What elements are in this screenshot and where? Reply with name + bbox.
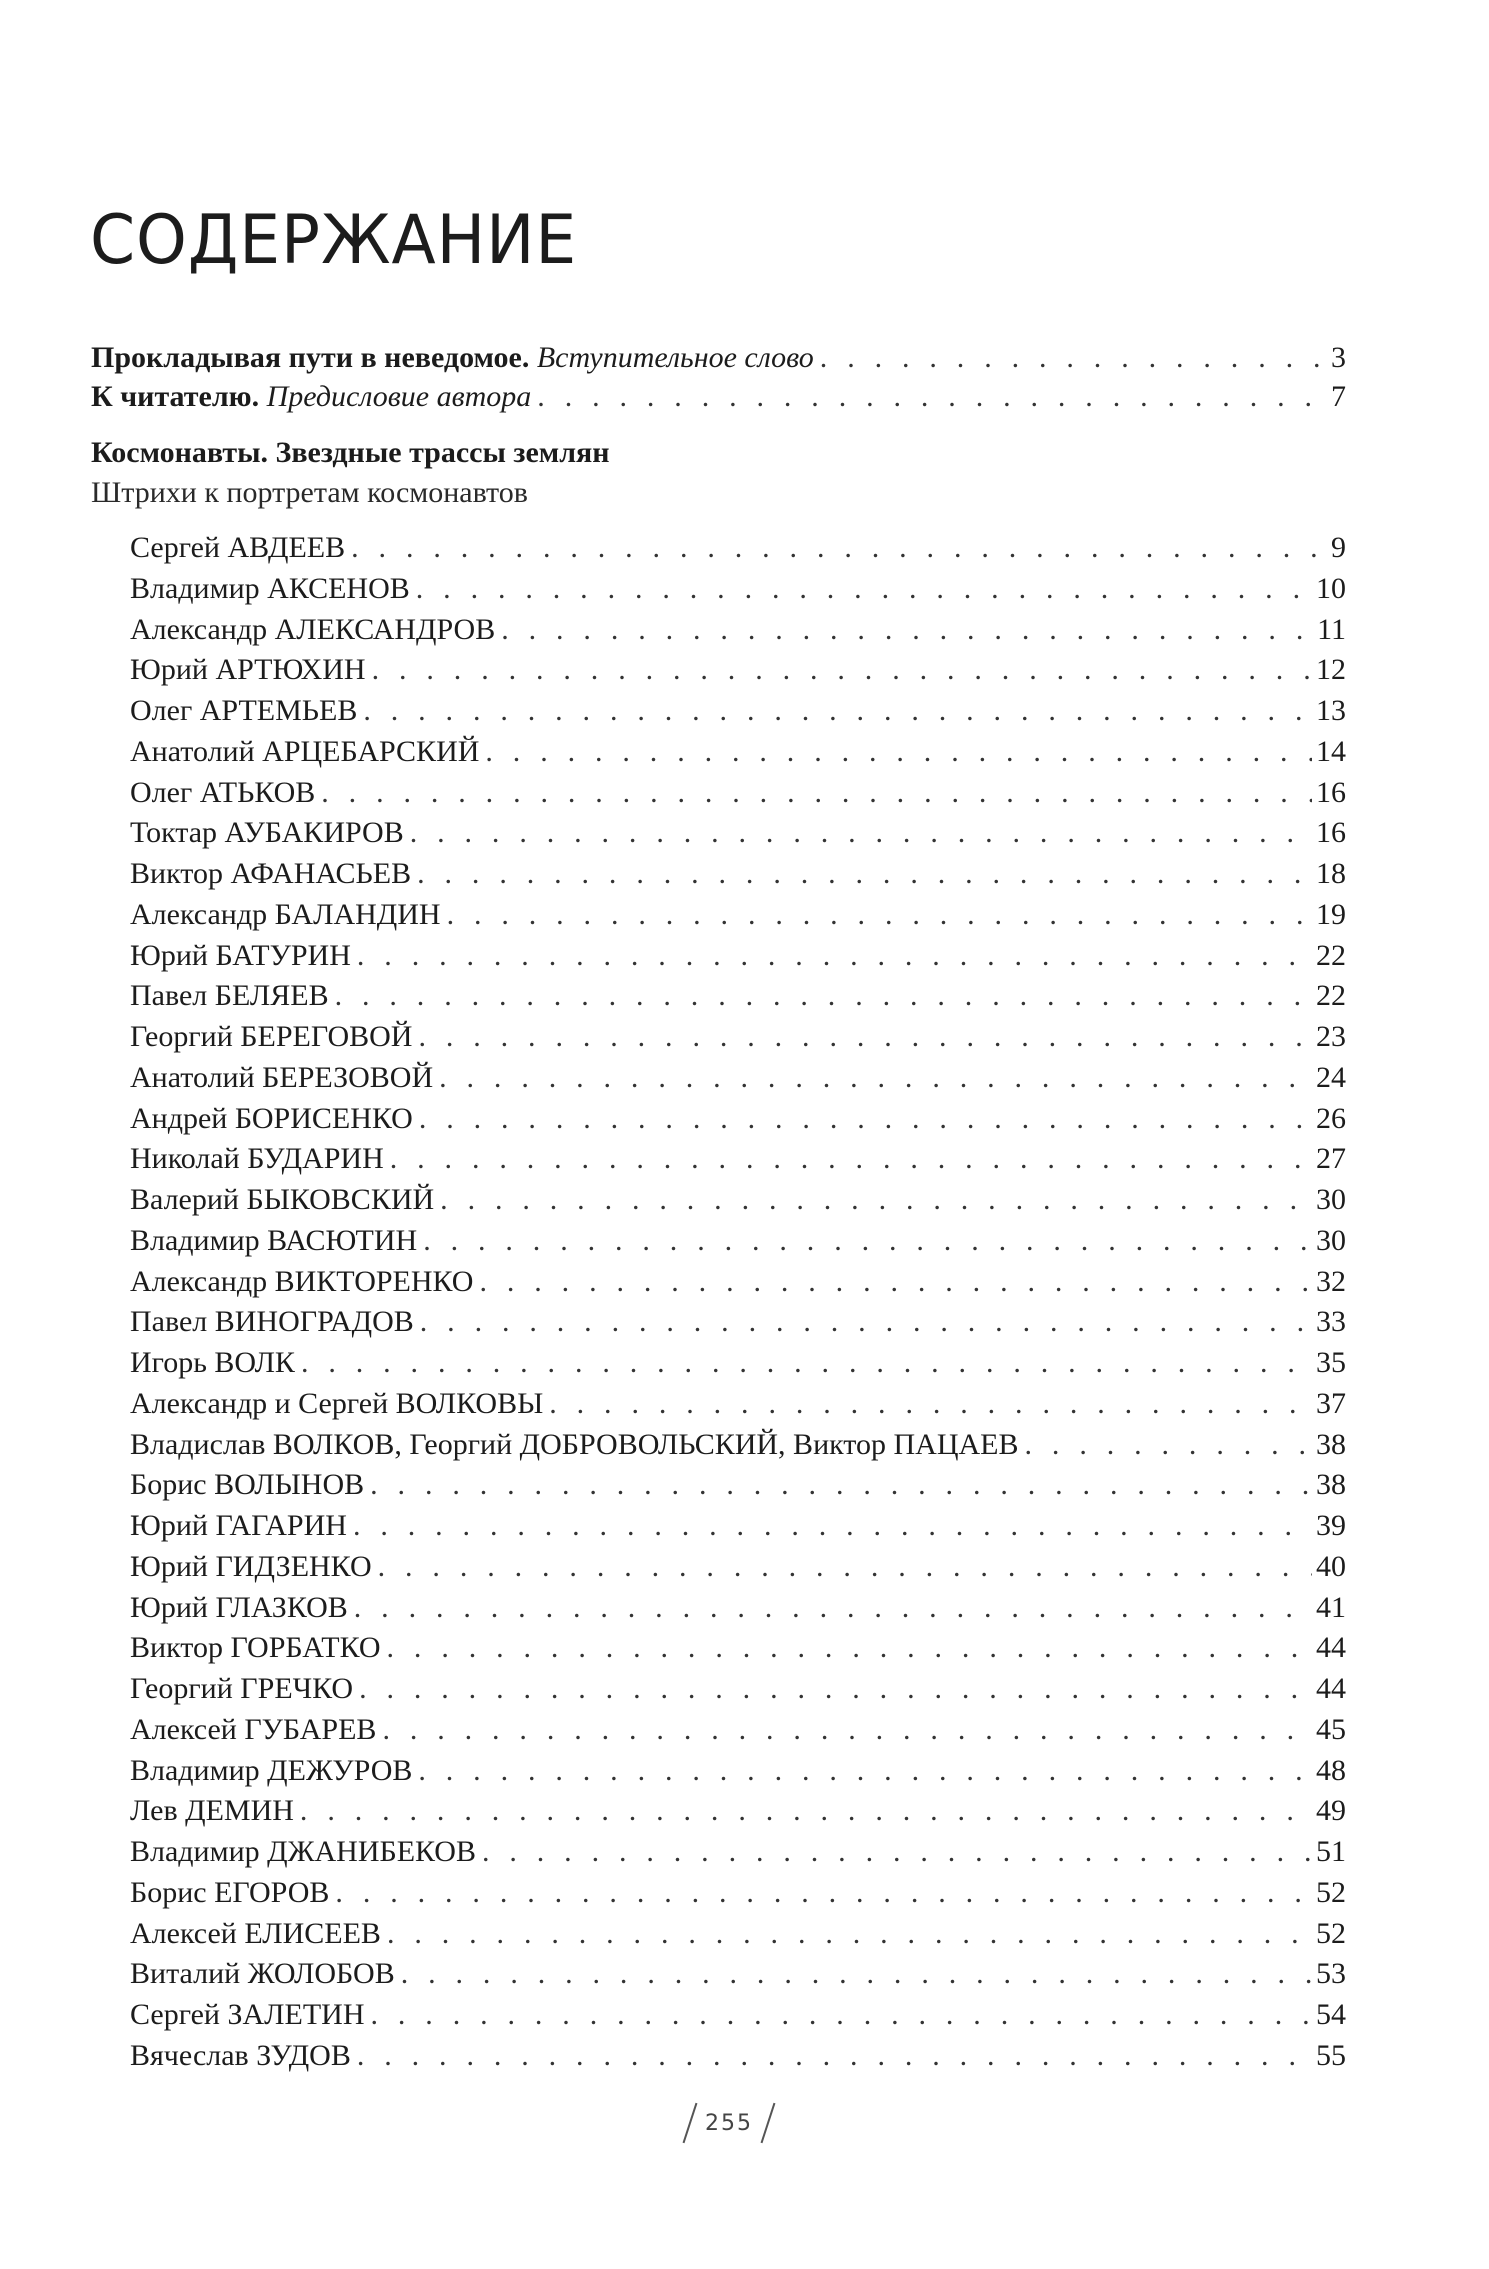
toc-page-number: 12	[1316, 653, 1346, 686]
dot-leader	[447, 895, 1312, 935]
toc-entry-name: Павел ВИНОГРАДОВ	[130, 1305, 414, 1338]
toc-page-number: 22	[1316, 979, 1346, 1012]
toc-entry-name: Александр АЛЕКСАНДРОВ	[130, 613, 496, 646]
toc-entry-name: Владимир ДЖАНИБЕКОВ	[130, 1835, 476, 1868]
toc-entry-name: Юрий ГИДЗЕНКО	[130, 1550, 372, 1583]
dot-leader	[439, 1058, 1312, 1098]
dot-leader	[417, 854, 1312, 894]
toc-entry	[130, 732, 1346, 772]
toc-entry	[130, 854, 1346, 894]
toc-entry-name: Борис ЕГОРОВ	[130, 1876, 330, 1909]
page-title: СОДЕРЖАНИЕ	[90, 201, 578, 280]
toc-page-number: 55	[1316, 2039, 1346, 2072]
toc-entry-name: Алексей ГУБАРЕВ	[130, 1713, 377, 1746]
toc-entry-name: Юрий АРТЮХИН	[130, 653, 366, 686]
toc-front-label	[91, 377, 531, 417]
toc-page-number: 53	[1316, 1957, 1346, 1990]
dot-leader	[354, 1588, 1312, 1628]
toc-front-heading: Прокладывая пути в неведомое.	[91, 341, 530, 374]
toc-entry	[130, 1588, 1346, 1628]
toc-page-number: 35	[1316, 1346, 1346, 1379]
toc-page-number: 26	[1316, 1102, 1346, 1135]
toc-entry-name: Владимир ВАСЮТИН	[130, 1224, 418, 1257]
toc-entry-name: Анатолий БЕРЕЗОВОЙ	[130, 1061, 434, 1094]
toc-entry	[130, 895, 1346, 935]
toc-entry	[130, 1425, 1346, 1465]
toc-entry-name: Юрий ГАГАРИН	[130, 1509, 347, 1542]
toc-entry-name: Виталий ЖОЛОБОВ	[130, 1957, 395, 1990]
toc-page-number: 52	[1316, 1876, 1346, 1909]
page-footer	[664, 2098, 794, 2148]
toc-entry	[130, 1995, 1346, 2035]
dot-leader	[353, 1506, 1312, 1546]
dot-leader	[335, 976, 1312, 1016]
dot-leader	[335, 1873, 1312, 1913]
toc-entry	[130, 528, 1346, 568]
toc-entry-name: Валерий БЫКОВСКИЙ	[130, 1183, 435, 1216]
dot-leader	[321, 773, 1312, 813]
dot-leader	[537, 377, 1327, 417]
toc-page-number: 11	[1317, 613, 1346, 646]
toc-page-number: 40	[1316, 1550, 1346, 1583]
toc-entry-name: Борис ВОЛЫНОВ	[130, 1468, 365, 1501]
folio-slash-left	[683, 2103, 698, 2144]
toc-entry-name: Виктор ГОРБАТКО	[130, 1631, 381, 1664]
toc-entry	[130, 1180, 1346, 1220]
toc-page-number: 38	[1316, 1468, 1346, 1501]
dot-leader	[401, 1954, 1312, 1994]
toc-page-number: 48	[1316, 1754, 1346, 1787]
dot-leader	[382, 1710, 1312, 1750]
toc-entry-name: Александр ВИКТОРЕНКО	[130, 1265, 474, 1298]
folio-slash-right	[761, 2103, 776, 2144]
toc-page-number: 44	[1316, 1631, 1346, 1664]
toc-entry-name: Юрий ГЛАЗКОВ	[130, 1591, 348, 1624]
dot-leader	[416, 569, 1312, 609]
toc-front-label	[91, 338, 814, 378]
toc-page-number: 54	[1316, 1998, 1346, 2031]
toc-entry-name: Владислав ВОЛКОВ, Георгий ДОБРОВОЛЬСКИЙ, Виктор ПАЦАЕВ	[130, 1428, 1019, 1461]
toc-entry	[130, 1139, 1346, 1179]
toc-page-number: 23	[1316, 1020, 1346, 1053]
toc-entry	[130, 773, 1346, 813]
toc-entry-name: Сергей ЗАЛЕТИН	[130, 1998, 365, 2031]
toc-front-heading: К читателю.	[91, 380, 260, 413]
toc-entry-name: Владимир АКСЕНОВ	[130, 572, 410, 605]
toc-entry	[130, 936, 1346, 976]
toc-entry	[130, 1343, 1346, 1383]
dot-leader	[378, 1547, 1312, 1587]
toc-entry	[130, 1873, 1346, 1913]
toc-page-number: 45	[1316, 1713, 1346, 1746]
toc-entry	[130, 650, 1346, 690]
toc-entry-name: Николай БУДАРИН	[130, 1142, 384, 1175]
dot-leader	[482, 1832, 1312, 1872]
toc-entry-name: Алексей ЕЛИСЕЕВ	[130, 1917, 381, 1950]
toc-page-number: 16	[1316, 776, 1346, 809]
toc-entry-name: Олег АРТЕМЬЕВ	[130, 694, 358, 727]
toc-front-subtitle: Вступительное слово	[536, 341, 814, 374]
toc-front-entry	[91, 377, 1346, 417]
toc-entry-name: Владимир ДЕЖУРОВ	[130, 1754, 413, 1787]
toc-page-number: 3	[1331, 341, 1346, 374]
dot-leader	[420, 1302, 1312, 1342]
dot-leader	[418, 1017, 1312, 1057]
toc-entry-name: Игорь ВОЛК	[130, 1346, 295, 1379]
dot-leader	[300, 1791, 1312, 1831]
toc-entry	[130, 691, 1346, 731]
dot-leader	[820, 338, 1327, 378]
toc-entry-name: Виктор АФАНАСЬЕВ	[130, 857, 412, 890]
dot-leader	[371, 1995, 1313, 2035]
toc-entry	[130, 1017, 1346, 1057]
toc-entry	[130, 1954, 1346, 1994]
toc-entry-name: Александр и Сергей ВОЛКОВЫ	[130, 1387, 544, 1420]
dot-leader	[485, 732, 1312, 772]
toc-entry-name: Георгий ГРЕЧКО	[130, 1672, 354, 1705]
toc-page-number: 10	[1316, 572, 1346, 605]
toc-entry	[130, 1547, 1346, 1587]
toc-entry-name: Сергей АВДЕЕВ	[130, 531, 346, 564]
toc-entry	[130, 1058, 1346, 1098]
dot-leader	[418, 1751, 1312, 1791]
toc-page-number: 49	[1316, 1794, 1346, 1827]
dot-leader	[549, 1384, 1312, 1424]
toc-entry-name: Токтар АУБАКИРОВ	[130, 816, 404, 849]
toc-page-number: 18	[1316, 857, 1346, 890]
toc-entry	[130, 1628, 1346, 1668]
toc-entry-name: Лев ДЕМИН	[130, 1794, 294, 1827]
toc-front-subtitle: Предисловие автора	[266, 380, 532, 413]
dot-leader	[419, 1099, 1312, 1139]
toc-entry	[130, 1465, 1346, 1505]
toc-entry	[130, 1669, 1346, 1709]
dot-leader	[440, 1180, 1312, 1220]
dot-leader	[351, 528, 1327, 568]
toc-page-number: 19	[1316, 898, 1346, 931]
toc-page-number: 24	[1316, 1061, 1346, 1094]
dot-leader	[301, 1343, 1312, 1383]
toc-page-number: 44	[1316, 1672, 1346, 1705]
toc-page-number: 30	[1316, 1224, 1346, 1257]
toc-entry	[130, 813, 1346, 853]
toc-entry	[130, 1262, 1346, 1302]
page-number: 255	[705, 2110, 753, 2136]
toc-entry	[130, 1791, 1346, 1831]
toc-page-number: 39	[1316, 1509, 1346, 1542]
dot-leader	[387, 1628, 1312, 1668]
dot-leader	[423, 1221, 1312, 1261]
toc-entry	[130, 976, 1346, 1016]
toc-page-number: 14	[1316, 735, 1346, 768]
toc-entry-name: Александр БАЛАНДИН	[130, 898, 441, 931]
toc-entry	[130, 1832, 1346, 1872]
toc-entry-name: Георгий БЕРЕГОВОЙ	[130, 1020, 413, 1053]
toc-entry-name: Анатолий АРЦЕБАРСКИЙ	[130, 735, 480, 768]
dot-leader	[410, 813, 1312, 853]
dot-leader	[370, 1465, 1312, 1505]
dot-leader	[359, 1669, 1312, 1709]
dot-leader	[363, 691, 1312, 731]
toc-entry	[130, 569, 1346, 609]
toc-entry	[130, 1221, 1346, 1261]
toc-page-number: 41	[1316, 1591, 1346, 1624]
dot-leader	[479, 1262, 1312, 1302]
toc-page-number: 30	[1316, 1183, 1346, 1216]
dot-leader	[372, 650, 1312, 690]
dot-leader	[1025, 1425, 1312, 1465]
toc-page-number: 7	[1331, 380, 1346, 413]
toc-entry	[130, 1506, 1346, 1546]
toc-entry	[130, 610, 1346, 650]
toc-entry-name: Олег АТЬКОВ	[130, 776, 316, 809]
toc-page-number: 16	[1316, 816, 1346, 849]
toc-page-number: 13	[1316, 694, 1346, 727]
toc-entry	[130, 1914, 1346, 1954]
toc-entry	[130, 1384, 1346, 1424]
toc-entry	[130, 2036, 1346, 2076]
toc-entry-name: Юрий БАТУРИН	[130, 939, 351, 972]
toc-page-number: 51	[1316, 1835, 1346, 1868]
toc-page-number: 27	[1316, 1142, 1346, 1175]
section-title: Космонавты. Звездные трассы землян	[91, 436, 610, 469]
toc-entry	[130, 1099, 1346, 1139]
dot-leader	[501, 610, 1313, 650]
dot-leader	[390, 1139, 1312, 1179]
toc-page-number: 32	[1316, 1265, 1346, 1298]
toc-page-number: 38	[1316, 1428, 1346, 1461]
dot-leader	[357, 936, 1312, 976]
section-subtitle: Штрихи к портретам космонавтов	[91, 476, 528, 509]
toc-front-entry	[91, 338, 1346, 378]
toc-entry-name: Вячеслав ЗУДОВ	[130, 2039, 351, 2072]
dot-leader	[357, 2036, 1312, 2076]
toc-page-number: 52	[1316, 1917, 1346, 1950]
toc-entry	[130, 1302, 1346, 1342]
toc-page-number: 9	[1331, 531, 1346, 564]
toc-entry-name: Андрей БОРИСЕНКО	[130, 1102, 413, 1135]
toc-entry	[130, 1710, 1346, 1750]
toc-entry-name: Павел БЕЛЯЕВ	[130, 979, 329, 1012]
toc-entry	[130, 1751, 1346, 1791]
toc-page-number: 22	[1316, 939, 1346, 972]
toc-page-number: 33	[1316, 1305, 1346, 1338]
toc-page-number: 37	[1316, 1387, 1346, 1420]
dot-leader	[387, 1914, 1312, 1954]
